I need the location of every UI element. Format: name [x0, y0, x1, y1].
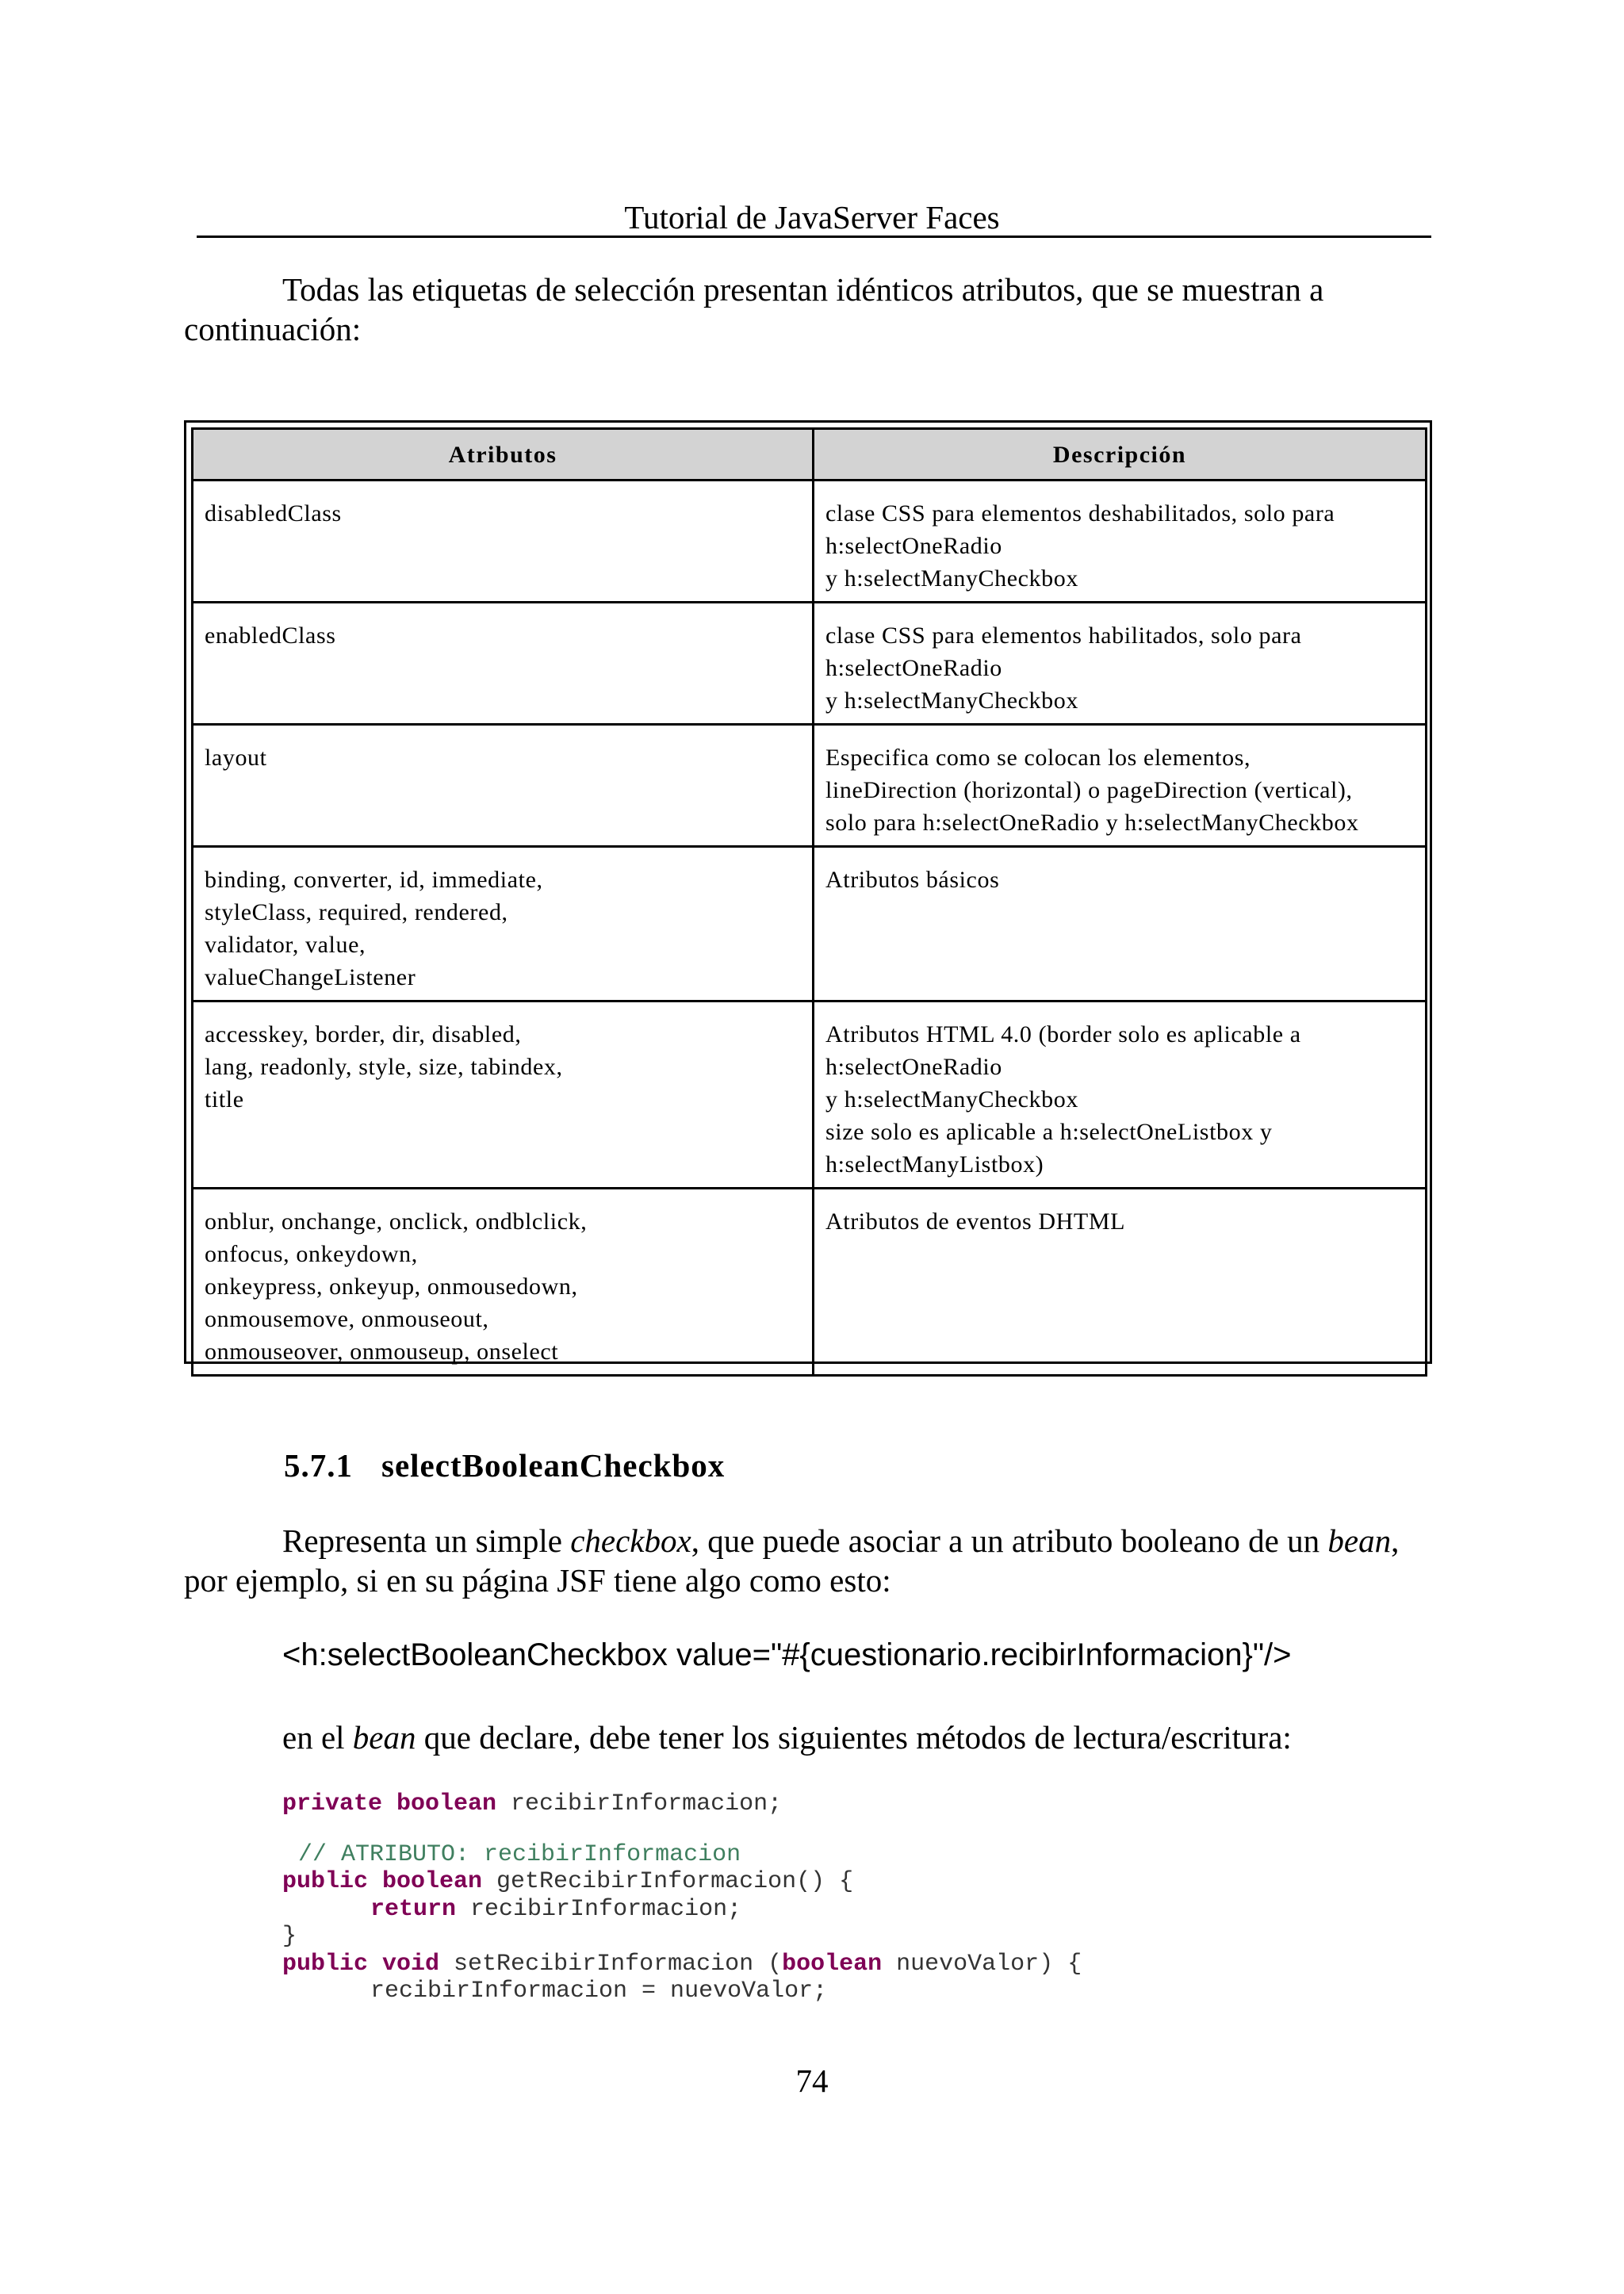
- cell-line: clase CSS para elementos habilitados, solo para: [825, 622, 1302, 649]
- cell-line: Atributos HTML 4.0 (border solo es aplicable a: [825, 1021, 1301, 1047]
- code-text: getRecibirInformacion() {: [482, 1868, 854, 1895]
- cell-line: onblur, onchange, onclick, ondblclick,: [205, 1208, 588, 1235]
- table-row: [193, 847, 1427, 1001]
- cell-line: onkeypress, onkeyup, onmousedown,: [205, 1273, 578, 1300]
- cell-line: lang, readonly, style, size, tabindex,: [205, 1054, 563, 1080]
- table-row: [193, 1189, 1427, 1376]
- cell-line: Atributos de eventos DHTML: [825, 1208, 1126, 1235]
- description-cell: [814, 1189, 1427, 1376]
- para-emphasis: bean: [352, 1719, 416, 1756]
- cell-line: lineDirection (horizontal) o pageDirection (vertical),: [825, 777, 1353, 803]
- code-brace: }: [282, 1923, 297, 1950]
- code-text: recibirInformacion;: [456, 1896, 742, 1923]
- attribute-cell: [193, 847, 814, 1001]
- attributes-table: [191, 427, 1427, 1377]
- column-header-attributes: Atributos: [193, 429, 814, 481]
- description-cell: [814, 1001, 1427, 1189]
- cell-line: enabledClass: [205, 622, 336, 649]
- section-heading: [284, 1443, 725, 1488]
- table-row: [193, 481, 1427, 603]
- description-cell: [814, 725, 1427, 847]
- cell-line: disabledClass: [205, 500, 342, 527]
- cell-line: valueChangeListener: [205, 964, 416, 990]
- description-cell: [814, 481, 1427, 603]
- para-text: en el: [282, 1719, 353, 1756]
- attribute-cell: [193, 725, 814, 847]
- code-line: [282, 1790, 782, 1817]
- cell-line: styleClass, required, rendered,: [205, 899, 508, 925]
- section-number: 5.7.1: [284, 1447, 353, 1484]
- cell-line: h:selectOneRadio: [825, 1054, 1002, 1080]
- description-cell: [814, 603, 1427, 725]
- cell-line: Atributos básicos: [825, 867, 1000, 893]
- description-cell: [814, 847, 1427, 1001]
- cell-line: onfocus, onkeydown,: [205, 1241, 418, 1267]
- code-keyword: public boolean: [282, 1868, 483, 1895]
- bean-methods-paragraph: [282, 1718, 1432, 1757]
- code-line: [282, 1868, 853, 1895]
- page-header-title: Tutorial de JavaServer Faces: [624, 199, 1000, 236]
- code-text: setRecibirInformacion (: [439, 1951, 783, 1978]
- para-text: , por ejemplo, si en su página JSF tiene algo como esto:: [184, 1522, 1400, 1599]
- code-comment: // ATRIBUTO: recibirInformacion: [298, 1841, 741, 1868]
- para-text: , que puede asociar a un atributo booleano de un: [691, 1522, 1328, 1559]
- cell-line: h:selectManyListbox): [825, 1151, 1044, 1178]
- table-header-row: [193, 429, 1427, 481]
- attribute-cell: [193, 481, 814, 603]
- code-line: recibirInformacion = nuevoValor;: [370, 1978, 828, 2005]
- column-header-description: Descripción: [814, 429, 1427, 481]
- cell-line: solo para h:selectOneRadio y h:selectManyCheckbox: [825, 810, 1359, 836]
- page-number: 74: [795, 2062, 829, 2099]
- cell-line: clase CSS para elementos deshabilitados, solo para: [825, 500, 1335, 527]
- code-line: [282, 1951, 1082, 1978]
- para-emphasis: checkbox: [570, 1522, 691, 1559]
- code-line: [370, 1896, 741, 1923]
- para-text: Representa un simple: [282, 1522, 571, 1559]
- code-keyword: private boolean: [282, 1790, 497, 1817]
- cell-line: validator, value,: [205, 932, 366, 958]
- header-rule: [197, 236, 1431, 238]
- code-text: recibirInformacion;: [496, 1790, 783, 1817]
- table-row: [193, 725, 1427, 847]
- table-row: [193, 603, 1427, 725]
- attributes-table-frame: [184, 420, 1432, 1364]
- cell-line: onmouseover, onmouseup, onselect: [205, 1338, 559, 1365]
- code-keyword: return: [370, 1896, 457, 1923]
- code-text: nuevoValor) {: [882, 1951, 1082, 1978]
- checkbox-description-paragraph: [184, 1521, 1432, 1600]
- cell-line: size solo es aplicable a h:selectOneListbox y: [825, 1119, 1273, 1145]
- cell-line: Especifica como se colocan los elementos,: [825, 745, 1251, 771]
- para-emphasis: bean: [1327, 1522, 1392, 1559]
- section-title: selectBooleanCheckbox: [381, 1447, 726, 1484]
- code-keyword: boolean: [782, 1951, 883, 1978]
- cell-line: layout: [205, 745, 267, 771]
- example-tag: <h:selectBooleanCheckbox value="#{cuestionario.recibirInformacion}"/>: [282, 1637, 1292, 1672]
- cell-line: accesskey, border, dir, disabled,: [205, 1021, 522, 1047]
- cell-line: h:selectOneRadio: [825, 533, 1002, 559]
- cell-line: title: [205, 1086, 244, 1113]
- attribute-cell: [193, 1189, 814, 1376]
- table-row: [193, 1001, 1427, 1189]
- cell-line: y h:selectManyCheckbox: [825, 687, 1078, 714]
- cell-line: onmousemove, onmouseout,: [205, 1306, 489, 1332]
- attribute-cell: [193, 1001, 814, 1189]
- intro-paragraph: Todas las etiquetas de selección presentan idénticos atributos, que se muestran a continuación:: [184, 271, 1324, 347]
- cell-line: h:selectOneRadio: [825, 655, 1002, 681]
- cell-line: binding, converter, id, immediate,: [205, 867, 543, 893]
- attribute-cell: [193, 603, 814, 725]
- para-text: que declare, debe tener los siguientes métodos de lectura/escritura:: [416, 1719, 1292, 1756]
- code-keyword: public void: [282, 1951, 440, 1978]
- cell-line: y h:selectManyCheckbox: [825, 565, 1078, 592]
- cell-line: y h:selectManyCheckbox: [825, 1086, 1078, 1113]
